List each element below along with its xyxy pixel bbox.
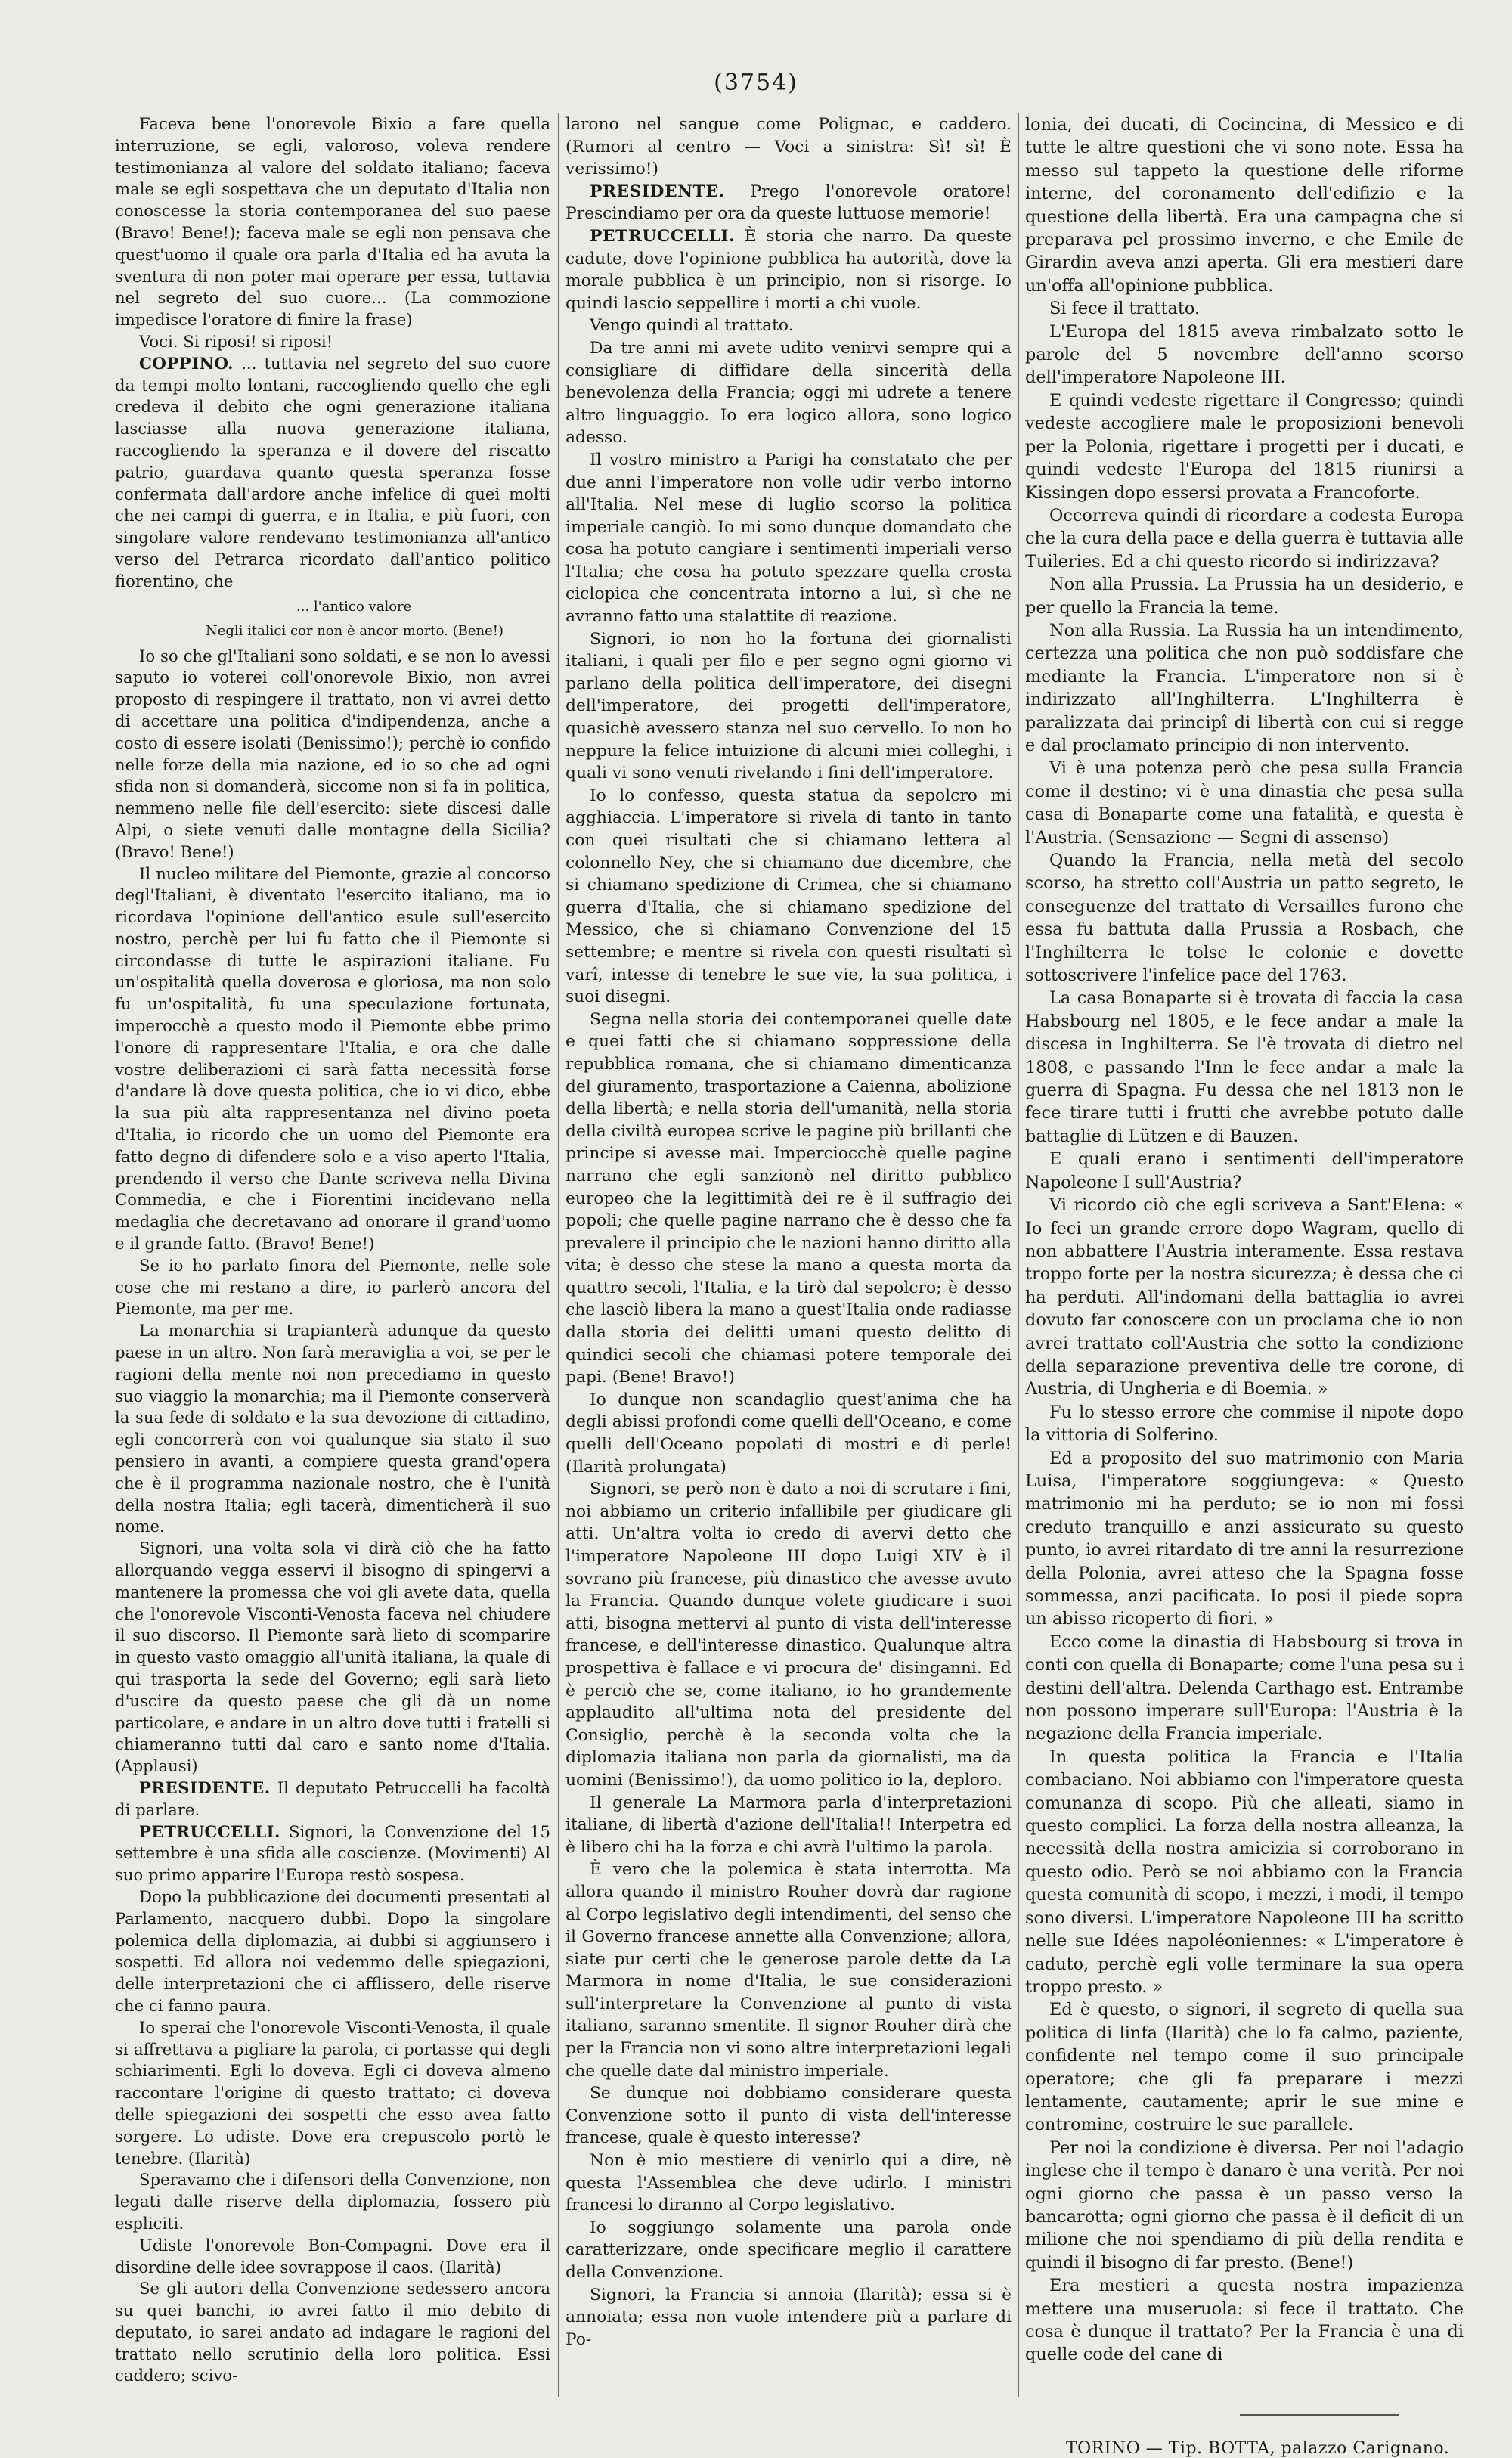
paragraph	[565, 315, 1012, 337]
column-divider-2	[1018, 113, 1019, 2397]
paragraph	[1025, 389, 1464, 504]
paragraph	[1025, 2274, 1464, 2367]
paragraph	[1025, 849, 1464, 987]
paragraph	[565, 181, 1012, 225]
paragraph-text: E quindi vedeste rigettare il Congresso; quindi vedeste accogliere male le proposizioni benevoli per la Polonia, rigettare i progetti per i ducati, e quindi vedeste l'Europa del 1815 riunirsi a Kissingen dopo essersi provata a Francoforte.	[1025, 390, 1464, 503]
verse-quote: Negli italici cor non è ancor morto. (Bene!)	[206, 622, 503, 639]
paragraph	[565, 2217, 1012, 2284]
text-column-2	[565, 113, 1012, 2397]
paragraph-text: Signori, la Francia si annoia (Ilarità); essa si è annoiata; essa non vuole intendere più a parlare di Po-	[565, 2285, 1012, 2349]
paragraph-text: ... tuttavia nel segreto del suo cuore da tempi molto lontani, raccogliendo quello che egli credeva il debito che ogni generazione italiana lasciasse alla nuova generazione italiana, raccogliendo la speranza e il dovere del riscatto patrio, guardava quanto questa speranza fosse confermata dall'ardore anche infelice di quei molti che nei campi di guerra, e in Italia, e più fuori, con singolare valore rendevano testimonianza all'antico verso del Petrarca ricordato dall'antico politico fiorentino, che	[115, 353, 550, 590]
paragraph-text: Era mestieri a questa nostra impazienza mettere una museruola: si fece il trattato. Che cosa è dunque il trattato? Per la Francia è una di quelle code del cane di	[1025, 2276, 1464, 2365]
paragraph-text: In questa politica la Francia e l'Italia combaciano. Noi abbiamo con l'imperatore questa comunanza di scopo. Più che alleati, siamo in questo complici. La forza della nostra alleanza, la necessità della nostra amicizia si corroborano in questo odio. Però se noi abbiamo con la Francia questa comunità di scopo, i mezzi, i modi, il tempo sono diversi. L'imperatore Napoleone III ha scritto nelle sue Idées napoléoniennes: « L'imperatore è caduto, perchè egli volle terminare la sua opera troppo presto. »	[1025, 1747, 1464, 1997]
paragraph-text: Il generale La Marmora parla d'interpretazioni italiane, di libertà d'azione dell'Italia!! Interpetra ed è libero chi ha la forza e chi avrà l'ultimo la parola.	[565, 1793, 1012, 1857]
speaker-name: COPPINO.	[139, 353, 234, 373]
paragraph-text: Fu lo stesso errore che commise il nipote dopo la vittoria di Solferino.	[1025, 1402, 1464, 1446]
paragraph-text: Vi ricordo ciò che egli scriveva a Sant'Elena: « Io feci un grande errore dopo Wagram, quello di non abbattere l'Austria interamente. Essa restava troppo forte per la nostra sicurezza; è dessa che ci ha perduti. All'indomani della battaglia io avrei dovuto far conoscere con un proclama che io non avrei trattato coll'Austria che sotto la condizione della separazione preventiva delle tre corone, di Austria, di Ungheria e di Boemia. »	[1025, 1195, 1464, 1399]
paragraph	[115, 1320, 550, 1538]
paragraph-text: Io lo confesso, questa statua da sepolcro mi agghiaccia. L'imperatore si rivela di tanto in tanto con quei risultati che si chiamano lettera al colonnello Ney, che si chiamano due dicembre, che si chiamano spedizione di Crimea, che si chiamano guerra d'Italia, che si chiamano spedizione del Messico, che si chiamano Convenzione del 15 settembre; e mentre si rivela con questi risultati sì varî, intesse di tenebre le sue vie, la sua politica, i suoi disegni.	[565, 786, 1012, 1007]
paragraph	[1025, 619, 1464, 757]
speaker-name: PRESIDENTE.	[139, 1778, 271, 1797]
paragraph-text: La casa Bonaparte si è trovata di faccia la casa Habsbourg nel 1805, e le fece andar a male la discesa in Inghilterra. Se l'è trovata di dietro nel 1808, e passando l'Inn le fece andar a male la guerra di Spagna. Fu dessa che nel 1813 non le fece tirare tutti i frutti che avrebbe potuto dalle battaglie di Lützen e di Bauzen.	[1025, 988, 1464, 1146]
paragraph-text: È vero che la polemica è stata interrotta. Ma allora quando il ministro Rouher dovrà dar ragione al Corpo legislativo degli intendimenti, del senso che il Governo francese annette alla Convenzione; allora, siate pur certi che le generose parole dette da La Marmora in nome d'Italia, le sue considerazioni sull'interpretare la Convenzione al punto di vista italiano, saranno smentite. Il signor Rouher dirà che per la Francia non vi sono altre interpretazioni legali che quelle date dal ministro imperiale.	[565, 1860, 1012, 2081]
paragraph-text: Il nucleo militare del Piemonte, grazie al concorso degl'Italiani, è diventato l'esercito italiano, ma io ricordava l'opinione dell'antico esule sull'esercito nostro, perchè per lui fu fatto che il Piemonte si circondasse di tutte le aspirazioni italiane. Fu un'ospitalità quella doverosa e gloriosa, ma non solo fu un'ospitalità, fu una speculazione fortunata, imperocchè a questo modo il Piemonte ebbe primo l'onore di rappresentare l'Italia, e ora che dalle vostre deliberazioni ci sarà fatta necessità forse d'andare là dove questa politica, che io vi dico, ebbe la sua più alta rappresentanza nel divino poeta d'Italia, io ricordo che un uomo del Piemonte era fatto degno di difendere solo e a viso aperto l'Italia, prendendo il verso che Dante scriveva nella Divina Commedia, e che i Fiorentini incidevano nella medaglia che decretavano ad onorare il grand'uomo e il grande fatto. (Bravo! Bene!)	[115, 863, 550, 1254]
paragraph-text: Quando la Francia, nella metà del secolo scorso, ha stretto coll'Austria un patto segreto, le conseguenze del trattato di Versailles furono che essa fu battuta dalla Prussia a Rosbach, che l'Inghilterra le tolse le colonie e dovette sottoscrivere l'infelice pace del 1763.	[1025, 851, 1464, 986]
paragraph	[565, 113, 1012, 181]
paragraph	[115, 863, 550, 1255]
paragraph-text: Il vostro ministro a Parigi ha constatato che per due anni l'imperatore non volle udir verbo intorno all'Italia. Nel mese di luglio scorso la politica imperiale cangiò. Io mi sono dunque domandato che cosa ha potuto cangiare i sentimenti imperiali verso l'Italia; che cosa ha potuto spezzare quella crosta ciclopica che concentrata intorno a lui, sì che ne avranno fatto una stalattite di reazione.	[565, 450, 1012, 627]
paragraph	[1025, 297, 1464, 320]
speaker-name: PETRUCCELLI.	[590, 226, 736, 246]
paragraph-text: Vi è una potenza però che pesa sulla Francia come il destino; vi è una dinastia che pesa sulla casa di Bonaparte come una fatalità, e questa è l'Austria. (Sensazione — Segni di assenso)	[1025, 758, 1464, 848]
text-column-3	[1025, 113, 1464, 2397]
paragraph	[565, 628, 1012, 785]
paragraph	[1025, 1401, 1464, 1447]
paragraph-text: Non alla Russia. La Russia ha un intendimento, certezza una politica che non può soddisfare che mediante la Francia. L'imperatore non si è indirizzato all'Inghilterra. L'Inghilterra è paralizzata dai principî di libertà con cui si regge e dal proclamato principio di non intervento.	[1025, 620, 1464, 755]
verse-quote: ... l'antico valore	[296, 598, 412, 615]
paragraph-text: lonia, dei ducati, di Cocincina, di Messico e di tutte le altre questioni che vi sono note. Essa ha messo sul tappeto la questione delle riforme interne, del coronamento dell'edifizio e la questione della libertà. Era una campagna che si preparava pel prossimo inverno, e che Emile de Girardin aveva anzi aperta. Gli era mestieri dare un'offa all'opinione pubblica.	[1025, 115, 1464, 296]
column-divider-1	[558, 113, 559, 2397]
paragraph-text: Speravamo che i difensori della Convenzione, non legati dalle riserve della diplomazia, fossero più espliciti.	[115, 2170, 550, 2233]
paragraph-text: Non è mio mestiere di venirlo qui a dire, nè questa l'Assemblea che deve udirlo. I ministri francesi lo diranno al Corpo legislativo.	[565, 2151, 1012, 2215]
paragraph	[1025, 1148, 1464, 1194]
paragraph-text: Voci. Si riposi! si riposi!	[139, 331, 333, 351]
paragraph-text: Faceva bene l'onorevole Bixio a fare quella interruzione, se egli, valoroso, voleva rendere testimonianza al valore del soldato italiano; faceva male se egli sospettava che un deputato d'Italia non conoscesse la storia contemporanea del suo paese (Bravo! Bene!); faceva male se egli non pensava che quest'uomo il quale ora parla d'Italia ed ha avuta la sventura di non poter mai operare per essa, tuttavia nel segreto del suo cuore... (La commozione impedisce l'oratore di finire la frase)	[115, 114, 550, 330]
paragraph	[115, 1886, 550, 2017]
paragraph	[565, 225, 1012, 315]
paragraph	[565, 785, 1012, 1009]
paragraph-text: Segna nella storia dei contemporanei quelle date e quei fatti che si chiamano soppressione della repubblica romana, che si chiamano dimenticanza del giuramento, trasportazione a Caienna, abolizione della libertà; e nella storia dell'umanità, nella storia della civiltà europea scrive le pagine più brillanti che principe si avesse mai. Imperciocchè quelle pagine narrano che egli sanzionò nel diritto pubblico europeo che la legittimità dei re è il suffragio dei popoli; che quelle pagine narrano che è desso che fa prevalere il principio che le nazioni hanno diritto alla vita; è desso che stese la mano a questa morta da quattro secoli, l'Italia, e la tirò dal sepolcro; è desso che lasciò libera la mano a quest'Italia onde radiasse dalla storia dei delitti umani questo delitto di quindici secoli che chiamasi potere temporale dei papi. (Bene! Bravo!)	[565, 1009, 1012, 1387]
paragraph-text: Dopo la pubblicazione dei documenti presentati al Parlamento, nacquero dubbi. Dopo la singolare polemica della diplomazia, ai dubbi si aggiunsero i sospetti. Ed allora noi vedemmo delle spiegazioni, delle interpretazioni che ci afflissero, delle riserve che ci fanno paura.	[115, 1886, 550, 2015]
paragraph	[115, 646, 550, 863]
paragraph-text: Io so che gl'Italiani sono soldati, e se non lo avessi saputo io voterei coll'onorevole Bixio, non avrei proposto di respingere il trattato, non vi avrei detto di accettare una politica d'indipendenza, anche a costo di essere isolati (Benissimo!); perchè io confido nelle forze della mia nazione, ed io so che ad ogni sfida non si domanderà, siccome non si fa in politica, nemmeno nelle file dell'esercito: siete discesi dalle Alpi, o siete venuti dalle montagne della Sicilia? (Bravo! Bene!)	[115, 646, 550, 861]
paragraph	[115, 1255, 550, 1320]
paragraph	[115, 2017, 550, 2170]
paragraph-text: Prego l'onorevole oratore! Prescindiamo per ora da queste luttuose memorie!	[565, 181, 1012, 224]
paragraph	[1025, 321, 1464, 389]
paragraph-text: Ed è questo, o signori, il segreto di quella sua politica di linfa (Ilarità) che lo fa calmo, paziente, confidente nel tempo come il suo principale operatore; che gli fa preparare i mezzi lentamente, cautamente; aprir le sue mine e contromine, costruire le sue parallele.	[1025, 2000, 1464, 2135]
paragraph	[115, 353, 550, 593]
paragraph-text: Se io ho parlato finora del Piemonte, nelle sole cose che mi restano a dire, io parlerò ancora del Piemonte, ma per me.	[115, 1255, 550, 1319]
paragraph	[565, 2082, 1012, 2150]
paragraph-text: Udiste l'onorevole Bon-Compagni. Dove era il disordine delle idee sovrappose il caos. (Ilarità)	[115, 2235, 550, 2277]
paragraph-text: Io dunque non scandaglio quest'anima che ha degli abissi profondi come quelli dell'Oceano, e come quelli dell'Oceano popolati di mostri e di perle! (Ilarità prolungata)	[565, 1390, 1012, 1477]
paragraph	[1025, 2137, 1464, 2274]
paragraph-text: E quali erano i sentimenti dell'imperatore Napoleone I sull'Austria?	[1025, 1149, 1464, 1192]
paragraph	[565, 2284, 1012, 2351]
paragraph	[565, 1389, 1012, 1478]
paragraph	[565, 1478, 1012, 1791]
paragraph	[115, 2169, 550, 2234]
paragraph-text: larono nel sangue come Polignac, e caddero. (Rumori al centro — Voci a sinistra: Sì! sì! È verissimo!)	[565, 115, 1012, 179]
paragraph	[115, 331, 550, 353]
paragraph	[565, 337, 1012, 449]
paragraph	[1025, 1447, 1464, 1631]
colophon-rule	[1240, 2414, 1399, 2416]
paragraph	[1025, 1631, 1464, 1746]
colophon: TORINO — Tip. BOTTA, palazzo Carignano.	[1066, 2439, 1450, 2458]
speaker-name: PRESIDENTE.	[590, 181, 725, 201]
paragraph-text: Da tre anni mi avete udito venirvi sempre qui a consigliare di diffidare della sincerità della benevolenza della Francia; oggi mi udrete a tenere altro linguaggio. Io era logico allora, sono logico adesso.	[565, 338, 1012, 448]
paragraph	[115, 1538, 550, 1778]
text-column-1	[115, 113, 550, 2397]
paragraph-text: È storia che narro. Da queste cadute, dove l'opinione pubblica ha autorità, dove la morale pubblica è un principio, non si risorge. Io quindi lascio seppellire i morti a chi vuole.	[565, 226, 1012, 313]
paragraph	[565, 1792, 1012, 1859]
paragraph	[115, 2235, 550, 2279]
paragraph	[1025, 1194, 1464, 1401]
paragraph	[1025, 1998, 1464, 2136]
paragraph-text: Signori, io non ho la fortuna dei giornalisti italiani, i quali per filo e per segno ogni giorno vi parlano della politica dell'imperatore, dei disegni dell'imperatore, dei progetti dell'imperatore, quasichè avessero stanza nel suo cervello. Io non ho neppure la felice intuizione di alcuni miei colleghi, i quali vi sono venuti rivelando i fini dell'imperatore.	[565, 629, 1012, 783]
paragraph-text: Ecco come la dinastia di Habsbourg si trova in conti con quella di Bonaparte; come l'una pesa su i destini dell'altra. Delenda Carthago est. Entrambe non possono imperare sull'Europa: l'Austria è la negazione della Francia imperiale.	[1025, 1632, 1464, 1744]
paragraph	[1025, 987, 1464, 1148]
paragraph	[565, 1009, 1012, 1389]
paragraph-text: Ed a proposito del suo matrimonio con Maria Luisa, l'imperatore soggiungeva: « Questo matrimonio mi ha perduto; se io non mi fossi creduto tranquillo e anzi assicurato su questo punto, io avrei ritardato di tre anni la resurrezione della Polonia, avrei atteso che la Spagna fosse sommessa, anzi pacificata. Io posi il piede sopra un abisso ricoperto di fiori. »	[1025, 1448, 1464, 1629]
paragraph-text: Signori, se però non è dato a noi di scrutare i fini, noi abbiamo un criterio infallibile per giudicare gli atti. Un'altra volta io credo di avervi detto che l'imperatore Napoleone III dopo Luigi XIV è il sovrano più francese, più dinastico che avesse avuto la Francia. Quando dunque volete giudicare i suoi atti, bisogna mettervi al punto di vista dell'interesse francese, e dell'interesse dinastico. Qualunque altra prospettiva è fallace e vi procura de' disinganni. Ed è perciò che se, come italiano, io ho grandemente applaudito all'ultima nota del presidente del Consiglio, perchè è la seconda volta che la diplomazia italiana non parla da giornalisti, ma da uomini (Benissimo!), da uomo politico io la, deploro.	[565, 1480, 1012, 1790]
paragraph-text: Io sperai che l'onorevole Visconti-Venosta, il quale si affrettava a pigliare la parola, ci portasse qui degli schiarimenti. Egli lo doveva. Egli ci doveva almeno raccontare l'origine di questo trattato; ci doveva delle spiegazioni dei sospetti che esso avea fatto sorgere. Lo udiste. Dove era crepuscolo portò le tenebre. (Ilarità)	[115, 2017, 550, 2168]
paragraph	[565, 1858, 1012, 2082]
paragraph-text: Si fece il trattato.	[1049, 299, 1201, 319]
paragraph-text: Signori, la Convenzione del 15 settembre è una sfida alle coscienze. (Movimenti) Al suo primo apparire l'Europa restò sospesa.	[115, 1821, 550, 1885]
paragraph-text: L'Europa del 1815 aveva rimbalzato sotto le parole del 5 novembre dell'anno scorso dell'imperatore Napoleone III.	[1025, 321, 1464, 388]
paragraph	[115, 1778, 550, 1821]
paragraph	[1025, 113, 1464, 297]
speaker-name: PETRUCCELLI.	[139, 1821, 280, 1841]
paragraph-text: Occorreva quindi di ricordare a codesta Europa che la cura della pace e della guerra è tuttavia alle Tuileries. Ed a chi questo ricordo si indirizzava?	[1025, 505, 1464, 572]
paragraph-text: Vengo quindi al trattato.	[590, 316, 794, 336]
paragraph-text: Il deputato Petruccelli ha facoltà di parlare.	[115, 1778, 550, 1819]
paragraph-text: Se dunque noi dobbiamo considerare questa Convenzione sotto il punto di vista dell'interesse francese, quale è questo interesse?	[565, 2084, 1012, 2148]
paragraph	[115, 113, 550, 331]
paragraph	[1025, 757, 1464, 849]
paragraph	[115, 2278, 550, 2387]
paragraph	[115, 1821, 550, 1886]
paragraph	[565, 2150, 1012, 2217]
paragraph-text: Io soggiungo solamente una parola onde caratterizzare, onde specificare meglio il carattere della Convenzione.	[565, 2218, 1012, 2282]
paragraph	[1025, 504, 1464, 573]
paragraph	[1025, 573, 1464, 619]
page-number: (3754)	[714, 70, 798, 96]
paragraph	[565, 449, 1012, 628]
paragraph-text: Non alla Prussia. La Prussia ha un desiderio, e per quello la Francia la teme.	[1025, 575, 1464, 618]
paragraph-text: La monarchia si trapianterà adunque da questo paese in un altro. Non farà meraviglia a voi, se per le ragioni della mente noi non precediamo in questo suo viaggio la monarchia; ma il Piemonte conserverà la sua fede di soldato e la sua devozione di cittadino, egli concorrerà con voi qualunque sia stato il suo pensiero in avanti, a compiere questa grand'opera che è il programma nazionale nostro, che è l'unità della nostra Italia; egli tacerà, dimenticherà il suo nome.	[115, 1321, 550, 1536]
paragraph-text: Se gli autori della Convenzione sedessero ancora su quei banchi, io avrei fatto il mio debito di deputato, io sarei andato ad indagare le ragioni del trattato nello scrutinio della loro politica. Essi caddero; scivo-	[115, 2279, 550, 2385]
paragraph-text: Per noi la condizione è diversa. Per noi l'adagio inglese che il tempo è danaro è una verità. Per noi ogni giorno che passa è un passo verso la bancarotta; ogni giorno che passa è il deficit di un milione che noi spendiamo di più della rendita e quindi il bisogno di far presto. (Bene!)	[1025, 2137, 1464, 2273]
paragraph	[1025, 1746, 1464, 1998]
paragraph-text: Signori, una volta sola vi dirà ciò che ha fatto allorquando vegga esservi il bisogno di spingervi a mantenere la promessa che voi gli avete data, quella che l'onorevole Visconti-Venosta faceva nel chiudere il suo discorso. Il Piemonte sarà lieto di scomparire in questo vasto omaggio all'unità italiana, la quale di qui trasporta la sede del Governo; egli sarà lieto d'uscire da questo paese che gli dà un nome particolare, e andare in un altro dove tutti i fratelli si chiameranno tutti dal caro e santo nome d'Italia. (Applausi)	[115, 1539, 550, 1776]
